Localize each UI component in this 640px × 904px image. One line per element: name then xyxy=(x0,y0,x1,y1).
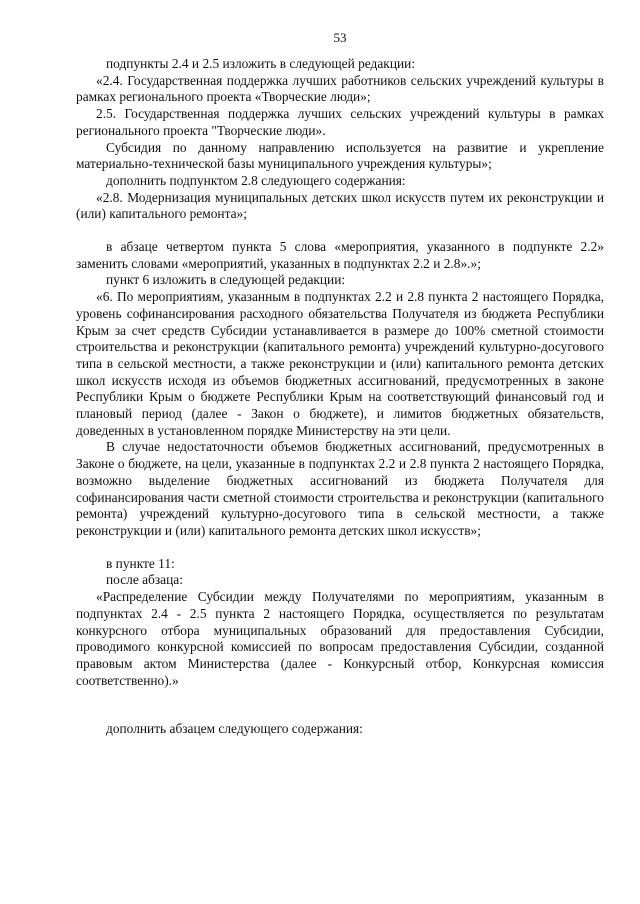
paragraph-14: дополнить абзацем следующего содержания: xyxy=(106,721,363,737)
paragraph-11: в пункте 11: xyxy=(106,555,175,571)
paragraph-1: подпункты 2.4 и 2.5 изложить в следующей редакции: xyxy=(106,56,416,71)
paragraph-4: Субсидия по данному направлению используется на развитие и укрепление материально-технической базы муниципального учреждения культуры»; xyxy=(76,139,604,172)
paragraph-13: «Распределение Субсидии между Получателями по мероприятиям, указанным в подпунктах 2.4 - 2.5 пункта 2 настоящего Порядка, осуществляется по результатам конкурсного отбора муниципальных образований для предоставления Субсидии, проводимого конкурсной комиссией по вопросам предоставления Субсидии, созданной правовым актом Министерства (далее - Конкурсный отбор, Конкурсная комиссия соответственно).» xyxy=(76,589,604,688)
page-number: 53 xyxy=(333,30,347,45)
paragraph-12: после абзаца: xyxy=(106,572,183,588)
paragraph-5: дополнить подпунктом 2.8 следующего содержания: xyxy=(106,172,406,188)
paragraph-8: пункт 6 изложить в следующей редакции: xyxy=(106,272,346,288)
paragraph-7: в абзаце четвертом пункта 5 слова «мероприятия, указанного в подпункте 2.2» заменить словами «мероприятий, указанных в подпунктах 2.2 и 2.8».»; xyxy=(76,239,604,271)
paragraph-2: «2.4. Государственная поддержка лучших работников сельских учреждений культуры в рамках регионального проекта «Творческие люди»; xyxy=(76,72,604,105)
paragraph-6: «2.8. Модернизация муниципальных детских школ искусств путем их реконструкции и (или) капитального ремонта»; xyxy=(76,189,604,222)
paragraph-3: 2.5. Государственная поддержка лучших сельских учреждений культуры в рамках регионального проекта "Творческие люди». xyxy=(76,106,604,138)
document-page xyxy=(76,30,604,738)
paragraph-9: «6. По мероприятиям, указанным в подпунктах 2.2 и 2.8 пункта 2 настоящего Порядка, уровень софинансирования расходного обязательства Получателя из бюджета Республики Крым за счет средств Субсидии устанавливается в размере до 100% сметной стоимости строительства и реконструкции (капитального ремонта) учреждений культурно-досугового типа в сельской местности, а также реконструкции и (или) капитального ремонта детских школ искусств исходя из объемов бюджетных ассигнований, предусмотренных в законе Республики Крым о бюджете Республики Крым на соответствующий финансовый год и плановый период (далее - Закон о бюджете), и лимитов бюджетных обязательств, доведенных в установленном порядке Министерству на эти цели. xyxy=(76,289,604,438)
paragraph-10: В случае недостаточности объемов бюджетных ассигнований, предусмотренных в Законе о бюджете, на цели, указанные в подпунктах 2.2 и 2.8 пункта 2 настоящего Порядка, возможно выделение бюджетных ассигнований из бюджета Получателя для софинансирования части сметной стоимости строительства и реконструкции (капитального ремонта) учреждений культурно-досугового типа в сельской местности, а также реконструкции и (или) капитального ремонта детских школ искусств»; xyxy=(76,439,604,538)
